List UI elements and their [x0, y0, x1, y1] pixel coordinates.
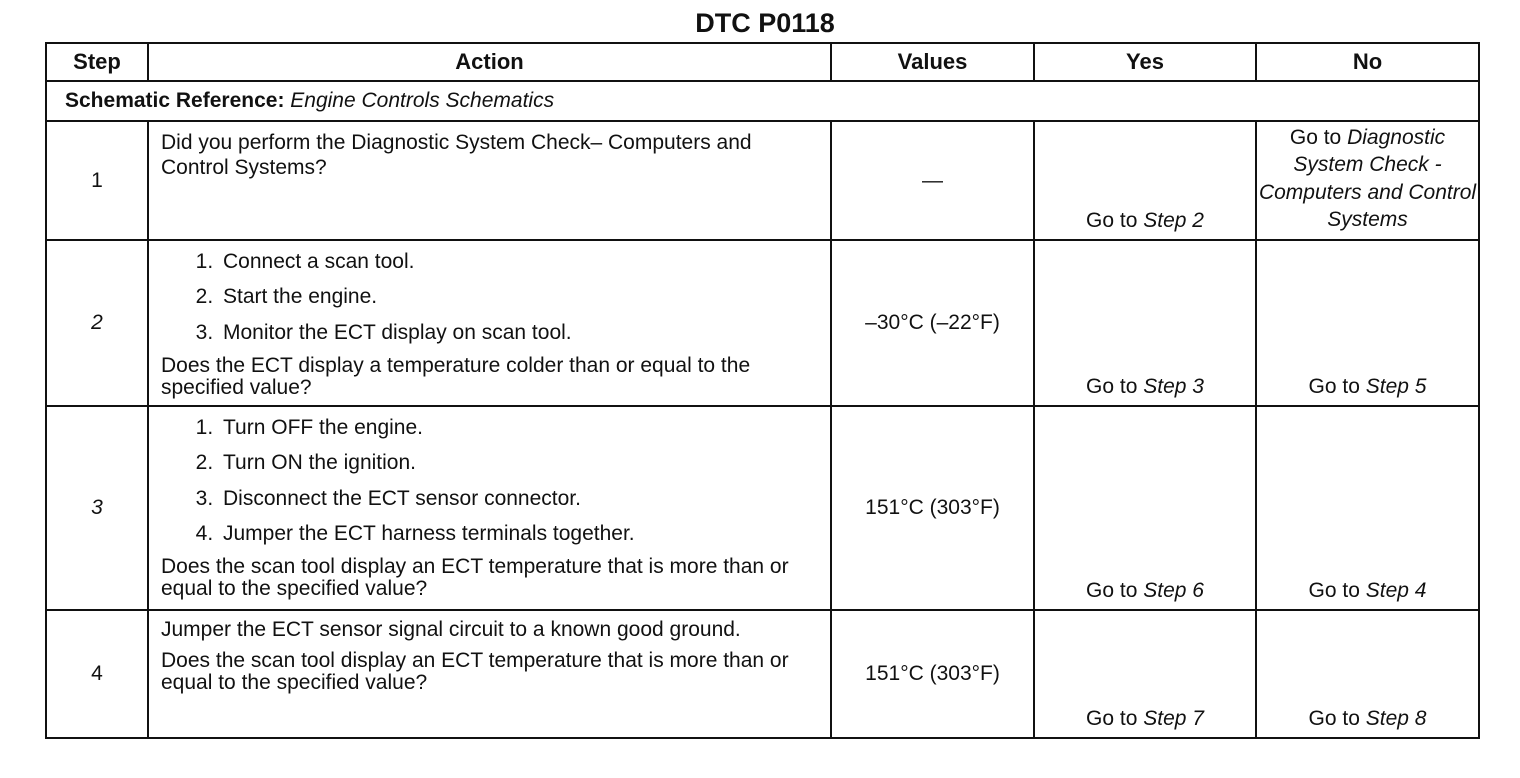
- action-question: Does the scan tool display an ECT temperature that is more than or equal to the specified value?: [161, 649, 789, 695]
- yes-cell: [1034, 406, 1256, 610]
- header-row: [46, 43, 1479, 81]
- table-row: [46, 610, 1479, 738]
- yes-cell: [1034, 240, 1256, 406]
- step-number: 3: [46, 406, 148, 610]
- value-cell: 151°C (303°F): [831, 610, 1034, 738]
- no-cell: [1256, 406, 1479, 610]
- header-action: Action: [148, 43, 831, 81]
- action-text: Jumper the ECT sensor signal circuit to a known good ground.: [161, 618, 741, 642]
- step-number: 4: [46, 610, 148, 738]
- action-cell: [148, 610, 831, 738]
- action-step: 1. Turn OFF the engine.: [219, 415, 820, 440]
- no-link[interactable]: Diagnostic System Check - Computers and Control Systems: [1258, 126, 1477, 231]
- no-cell: [1256, 610, 1479, 738]
- step-number: 1: [46, 121, 148, 240]
- action-step: 2. Start the engine.: [219, 284, 820, 309]
- no-cell: [1256, 240, 1479, 406]
- schematic-label: Schematic Reference:: [65, 89, 285, 112]
- action-cell: [148, 121, 831, 240]
- action-steps: [161, 415, 820, 546]
- go-to-label: Go to: [1086, 209, 1138, 233]
- table-row: [46, 406, 1479, 610]
- step-number: 2: [46, 240, 148, 406]
- table-row: [46, 121, 1479, 240]
- schematic-reference: [46, 81, 1479, 121]
- action-step: 3. Disconnect the ECT sensor connector.: [219, 486, 820, 511]
- go-to-label: Go to: [1308, 707, 1360, 731]
- no-link[interactable]: Step 8: [1365, 707, 1427, 731]
- header-step: Step: [46, 43, 148, 81]
- yes-link[interactable]: Step 3: [1143, 375, 1204, 399]
- action-step: 1. Connect a scan tool.: [219, 249, 820, 274]
- go-to-label: Go to: [1289, 126, 1342, 149]
- action-steps: [161, 249, 820, 345]
- action-text: Did you perform the Diagnostic System Check– Computers and Control Systems?: [161, 131, 752, 180]
- no-link[interactable]: Step 5: [1365, 375, 1427, 399]
- action-step: 4. Jumper the ECT harness terminals together.: [219, 521, 820, 546]
- yes-cell: [1034, 610, 1256, 738]
- go-to-label: Go to: [1086, 375, 1138, 399]
- yes-link[interactable]: Step 2: [1143, 209, 1204, 233]
- no-link[interactable]: Step 4: [1365, 579, 1427, 603]
- table-row: [46, 240, 1479, 406]
- action-question: Does the ECT display a temperature colder than or equal to the specified value?: [161, 353, 751, 399]
- value-cell: –30°C (–22°F): [831, 240, 1034, 406]
- go-to-label: Go to: [1308, 375, 1360, 399]
- action-question: Does the scan tool display an ECT temperature that is more than or equal to the specified value?: [161, 554, 789, 600]
- go-to-label: Go to: [1308, 579, 1360, 603]
- go-to-label: Go to: [1086, 579, 1138, 603]
- yes-link[interactable]: Step 7: [1143, 707, 1204, 731]
- header-yes: Yes: [1034, 43, 1256, 81]
- yes-link[interactable]: Step 6: [1143, 579, 1204, 603]
- value-cell: —: [831, 121, 1034, 240]
- schematic-row: [46, 81, 1479, 121]
- document-title: DTC P0118: [695, 8, 835, 38]
- schematic-link[interactable]: Engine Controls Schematics: [290, 89, 555, 112]
- go-to-label: Go to: [1086, 707, 1138, 731]
- action-cell: [148, 406, 831, 610]
- yes-cell: [1034, 121, 1256, 240]
- action-step: 2. Turn ON the ignition.: [219, 450, 820, 475]
- header-values: Values: [831, 43, 1034, 81]
- value-cell: 151°C (303°F): [831, 406, 1034, 610]
- action-step: 3. Monitor the ECT display on scan tool.: [219, 320, 820, 345]
- diagnostic-table: [45, 42, 1480, 739]
- no-cell: [1256, 121, 1479, 240]
- header-no: No: [1256, 43, 1479, 81]
- action-cell: [148, 240, 831, 406]
